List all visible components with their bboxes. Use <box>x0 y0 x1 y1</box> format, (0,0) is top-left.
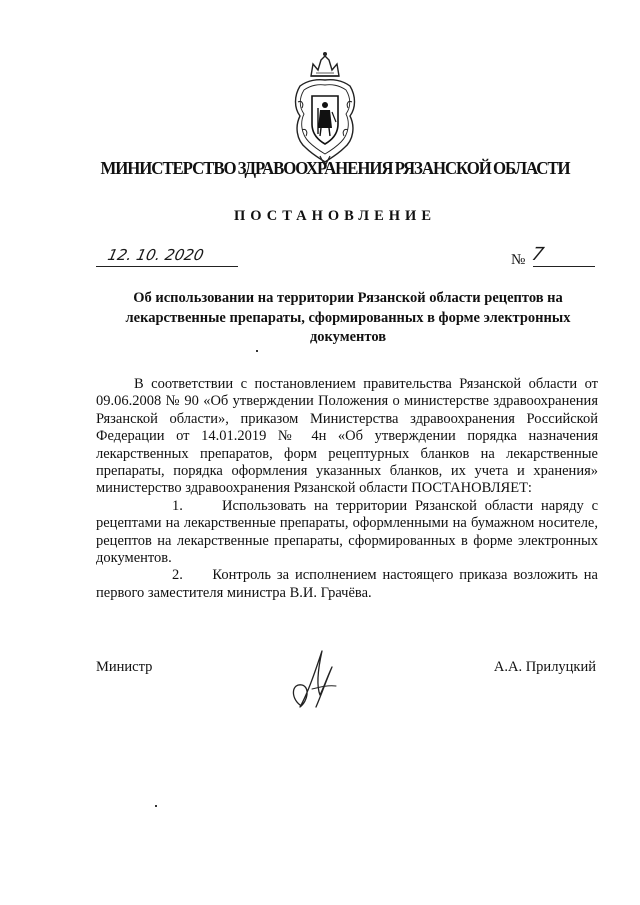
scan-speck <box>256 350 258 352</box>
item-text: Использовать на территории Рязанской области наряду с рецептами на лекарственные препараты, оформленными на бумажном носителе, рецептов на лекарственные препараты, сформированных в форме электронных документов. <box>96 497 598 567</box>
signatory-name: А.А. Прилуцкий <box>493 659 596 675</box>
preamble-paragraph: В соответствии с постановлением правительства Рязанской области от 09.06.2008 № 90 «Об утверждении Положения о министерстве здравоохранения Рязанской области», приказом Министерства здравоохранения Российской Федерации от 14.01.2019 № 4н «Об утверждении порядка назначения лекарственных препаратов, форм рецептурных бланков на лекарственные препараты, порядка оформления указанных бланков, их учета и хранения» министерство здравоохранения Рязанской области ПОСТАНОВЛЯЕТ: <box>96 376 598 497</box>
number-label: № <box>511 252 526 268</box>
signatory-title: Министр <box>96 659 153 675</box>
document-title: Об использовании на территории Рязанской области рецептов на лекарственные препараты, сформированных в форме электронных документов <box>125 290 571 345</box>
document-date: 12. 10. 2020 <box>106 246 206 264</box>
item-number: 2. <box>172 567 183 584</box>
document-body <box>96 376 598 602</box>
list-item <box>96 567 598 602</box>
document-number: 7 <box>529 244 546 265</box>
handwritten-signature <box>282 645 342 715</box>
document-type: ПОСТАНОВЛЕНИЕ <box>233 208 436 224</box>
list-item <box>96 498 598 568</box>
date-underline <box>96 266 238 267</box>
number-underline <box>533 266 595 267</box>
item-number: 1. <box>172 497 183 514</box>
item-text: Контроль за исполнением настоящего приказа возложить на первого заместителя министра В.И. Грачёва. <box>96 567 598 601</box>
coat-of-arms-emblem <box>292 50 358 170</box>
ministry-name: МИНИСТЕРСТВО ЗДРАВООХРАНЕНИЯ РЯЗАНСКОЙ ОБЛАСТИ <box>100 158 570 178</box>
scan-speck <box>155 805 157 807</box>
